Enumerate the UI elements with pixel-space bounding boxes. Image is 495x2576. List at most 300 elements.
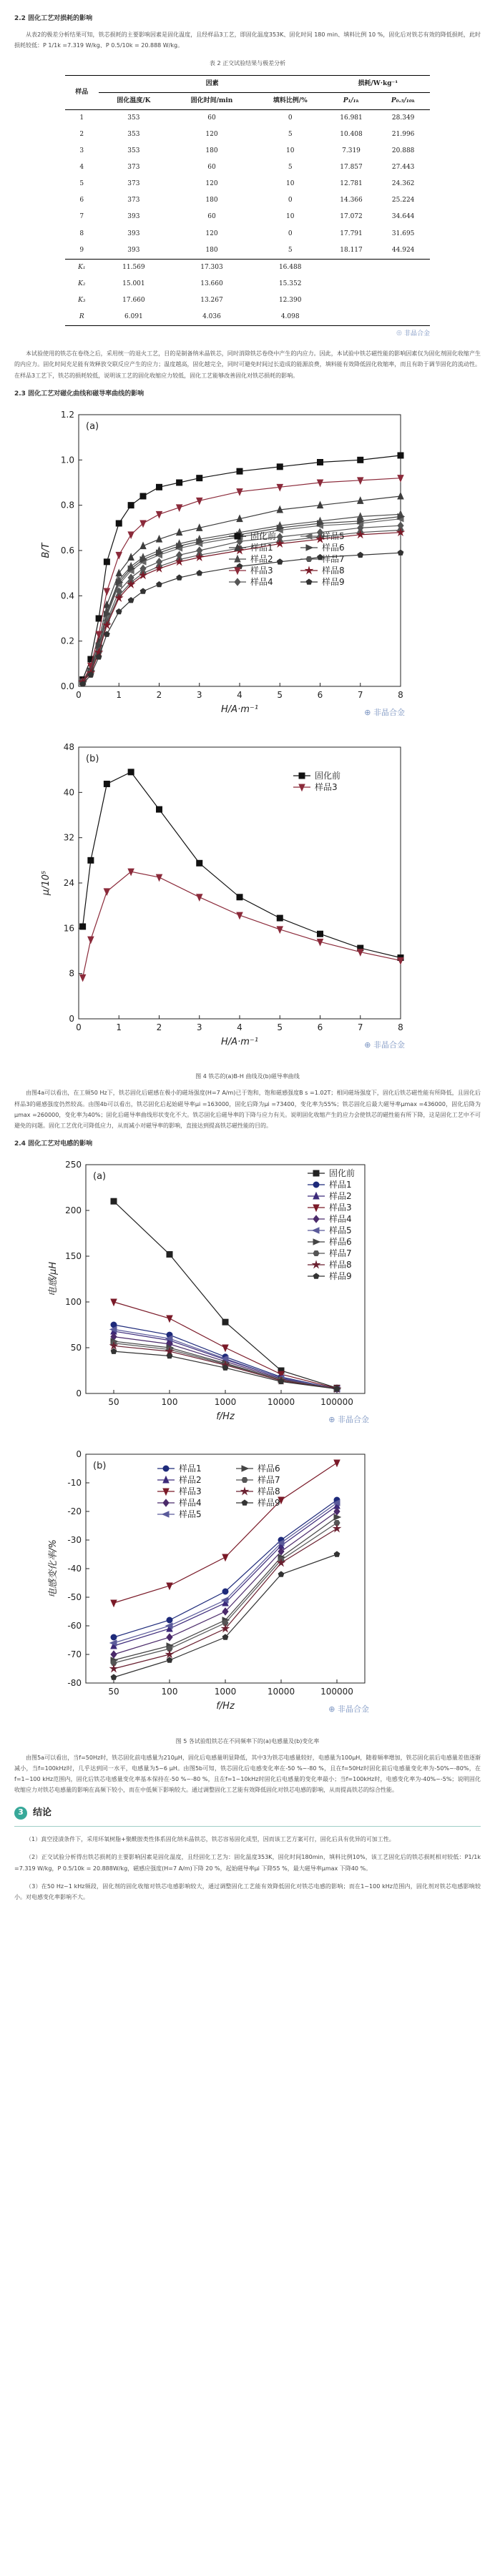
table-row bbox=[65, 209, 430, 225]
legend-item bbox=[229, 565, 273, 576]
marker bbox=[157, 511, 162, 518]
marker bbox=[157, 581, 162, 586]
figure-5a bbox=[14, 1150, 495, 1440]
conclusion-header bbox=[14, 1805, 481, 1822]
table-cell: 373 bbox=[127, 164, 140, 172]
series-line bbox=[83, 772, 401, 958]
table-cell: 0 bbox=[288, 230, 293, 237]
table-cell: 120 bbox=[205, 230, 218, 237]
table-stat-row bbox=[65, 309, 430, 326]
legend-item bbox=[308, 1179, 352, 1190]
table-cell: 16.488 bbox=[278, 263, 302, 271]
marker bbox=[241, 1488, 248, 1494]
marker bbox=[80, 974, 86, 981]
x-tick-label: 6 bbox=[317, 689, 323, 700]
legend-label: 样品3 bbox=[250, 565, 273, 576]
table-cell: 17.303 bbox=[200, 263, 223, 271]
legend-label: 样品4 bbox=[179, 1498, 202, 1509]
y-tick-label: 48 bbox=[63, 742, 74, 752]
marker bbox=[167, 1634, 172, 1641]
table-cell: K₃ bbox=[78, 296, 86, 304]
table-cell: 373 bbox=[127, 197, 140, 204]
legend-item bbox=[308, 1248, 352, 1258]
th-p1: P₁/₁ₖ bbox=[343, 97, 360, 104]
legend-item bbox=[300, 576, 345, 587]
table-cell: 10.408 bbox=[340, 130, 363, 138]
x-tick-label: 0 bbox=[76, 1022, 82, 1032]
legend-label: 样品4 bbox=[329, 1214, 352, 1225]
table-cell: 4 bbox=[79, 164, 84, 172]
table-row bbox=[65, 242, 430, 260]
table-cell: 373 bbox=[127, 180, 140, 188]
table-cell: 25.224 bbox=[391, 197, 415, 204]
legend-item bbox=[300, 553, 345, 564]
table-cell: 393 bbox=[127, 213, 140, 221]
marker bbox=[162, 1511, 169, 1517]
legend-label: 固化前 bbox=[329, 1168, 356, 1179]
legend-label: 样品9 bbox=[329, 1271, 352, 1282]
marker bbox=[313, 1261, 320, 1268]
marker bbox=[237, 468, 242, 474]
table-cell: R bbox=[79, 312, 84, 320]
marker bbox=[128, 769, 134, 775]
table-cell: 44.924 bbox=[391, 246, 415, 254]
y-axis-label: μ/10⁵ bbox=[41, 870, 52, 896]
th-time: 固化时间/min bbox=[190, 97, 233, 104]
panel-label: (a) bbox=[93, 1171, 107, 1183]
marker bbox=[166, 1651, 173, 1657]
table-cell: 3 bbox=[79, 147, 84, 155]
marker bbox=[235, 533, 240, 539]
legend-item bbox=[300, 565, 345, 576]
table-stat-row bbox=[65, 292, 430, 309]
x-tick-label: 7 bbox=[357, 689, 363, 700]
marker bbox=[197, 860, 202, 866]
legend-item bbox=[229, 553, 273, 564]
y-tick-label: 0.4 bbox=[60, 591, 74, 601]
x-tick-label: 5 bbox=[277, 689, 283, 700]
table-cell: 353 bbox=[127, 130, 140, 138]
marker bbox=[398, 453, 403, 458]
legend-label: 样品8 bbox=[322, 565, 345, 576]
marker bbox=[277, 559, 283, 564]
section-title-2-2: 2.2 固化工艺对损耗的影响 bbox=[14, 15, 93, 22]
y-tick-label: -10 bbox=[67, 1478, 82, 1489]
y-tick-label: 40 bbox=[63, 787, 74, 798]
legend-item bbox=[236, 1463, 280, 1474]
table-cell: 5 bbox=[288, 246, 293, 254]
y-tick-label: 32 bbox=[63, 832, 74, 843]
legend-label: 样品7 bbox=[258, 1475, 280, 1486]
table-row bbox=[65, 143, 430, 159]
series-样品8 bbox=[79, 528, 404, 684]
table-cell: 21.996 bbox=[391, 130, 415, 138]
legend bbox=[308, 1168, 355, 1281]
watermark: ⊕ 非晶合金 bbox=[328, 1704, 369, 1714]
marker bbox=[242, 1466, 248, 1471]
marker bbox=[116, 520, 122, 526]
legend-label: 样品5 bbox=[179, 1509, 202, 1520]
figure-5a-svg bbox=[14, 1150, 443, 1436]
legend-label: 样品6 bbox=[322, 542, 345, 553]
watermark: ⊕ 非晶合金 bbox=[364, 707, 405, 717]
marker bbox=[306, 556, 312, 561]
table-row bbox=[65, 127, 430, 143]
table-cell: 60 bbox=[207, 164, 216, 172]
legend-label: 样品3 bbox=[329, 1203, 352, 1213]
table-cell: 0 bbox=[288, 197, 293, 204]
marker bbox=[306, 545, 313, 551]
marker bbox=[398, 550, 403, 555]
legend-label: 样品4 bbox=[250, 576, 273, 587]
marker bbox=[128, 502, 134, 508]
legend-item bbox=[157, 1497, 202, 1508]
table-row bbox=[65, 176, 430, 192]
section-title-2-3: 2.3 固化工艺对磁化曲线和磁导率曲线的影响 bbox=[14, 390, 144, 398]
y-tick-label: -40 bbox=[67, 1564, 82, 1574]
legend-label: 样品3 bbox=[179, 1486, 202, 1497]
y-tick-label: 0.8 bbox=[60, 500, 74, 510]
marker bbox=[111, 1651, 117, 1658]
table-cell: 24.362 bbox=[391, 180, 415, 188]
table-cell: 180 bbox=[205, 197, 218, 204]
x-tick-label: 7 bbox=[357, 1022, 363, 1032]
x-tick-label: 100000 bbox=[320, 1687, 353, 1697]
conclusion-title: 结论 bbox=[33, 1807, 52, 1818]
table-cell: 14.366 bbox=[340, 197, 363, 204]
marker bbox=[140, 542, 146, 548]
legend-label: 样品7 bbox=[329, 1248, 352, 1259]
legend-label: 样品5 bbox=[329, 1225, 352, 1236]
table-cell: 120 bbox=[205, 130, 218, 138]
table-cell: 9 bbox=[79, 246, 84, 254]
x-tick-label: 3 bbox=[196, 689, 202, 700]
x-tick-label: 8 bbox=[398, 1022, 403, 1032]
table-cell: 10 bbox=[285, 147, 295, 155]
table-cell: 4.098 bbox=[280, 312, 300, 320]
legend-item bbox=[293, 781, 338, 792]
th-factors: 因素 bbox=[99, 75, 326, 92]
watermark: ⊕ 非晶合金 bbox=[364, 1040, 405, 1050]
marker bbox=[110, 1665, 117, 1672]
legend bbox=[293, 771, 340, 792]
legend-label: 样品3 bbox=[315, 782, 338, 792]
table-row bbox=[65, 109, 430, 127]
marker bbox=[313, 1182, 319, 1188]
x-tick-label: 3 bbox=[196, 1022, 202, 1032]
divider bbox=[14, 1826, 481, 1827]
table-cell: 5 bbox=[288, 164, 293, 172]
legend-item bbox=[300, 542, 345, 553]
figure-4b-svg bbox=[14, 733, 443, 1062]
table-cell: 60 bbox=[207, 114, 216, 122]
table-cell: 34.644 bbox=[391, 213, 415, 221]
table-cell: 13.660 bbox=[200, 280, 223, 287]
table-cell: 5 bbox=[288, 130, 293, 138]
y-tick-label: 1.0 bbox=[60, 455, 74, 465]
table-cell: 393 bbox=[127, 246, 140, 254]
legend-label: 样品2 bbox=[250, 553, 273, 564]
marker bbox=[398, 493, 403, 499]
marker bbox=[111, 1600, 117, 1607]
legend-item bbox=[308, 1190, 352, 1201]
y-tick-label: 8 bbox=[69, 968, 74, 979]
table-cell: 120 bbox=[205, 180, 218, 188]
x-tick-label: 100 bbox=[161, 1687, 178, 1697]
table-stats bbox=[65, 259, 430, 325]
table-stat-row bbox=[65, 259, 430, 276]
legend-item bbox=[229, 576, 273, 587]
marker bbox=[140, 588, 146, 593]
y-tick-label: 250 bbox=[65, 1160, 82, 1170]
marker bbox=[157, 874, 162, 881]
marker bbox=[140, 493, 146, 499]
table-cell: 18.117 bbox=[340, 246, 363, 254]
marker bbox=[222, 1589, 228, 1594]
series-line bbox=[114, 1500, 337, 1637]
marker bbox=[111, 1674, 117, 1679]
marker bbox=[334, 1514, 340, 1520]
marker bbox=[177, 480, 182, 485]
legend-item bbox=[236, 1497, 280, 1508]
legend-label: 样品6 bbox=[329, 1237, 352, 1248]
series-固化前 bbox=[80, 769, 403, 961]
series-line bbox=[114, 1554, 337, 1677]
marker bbox=[197, 894, 202, 901]
legend-item bbox=[236, 1486, 280, 1496]
x-axis-label: f/Hz bbox=[216, 1411, 235, 1423]
x-tick-label: 4 bbox=[237, 689, 242, 700]
marker bbox=[277, 915, 283, 921]
table-cell: K₁ bbox=[78, 263, 86, 271]
x-tick-label: 1000 bbox=[214, 1687, 237, 1697]
conclusion-p2: （2）正交试验分析得出铁芯损耗的主要影响因素是固化温度，且经固化工艺为：固化温度353K，固化时间180min，填料比例10%，该工艺固化后的铁芯损耗相对较低：P1/1k =7.319 W/kg，P 0.5/10k = 20.888W/kg，磁感应强度(H=7 A/m)下降 20 %，起始磁导率μi 下降55 %，最大磁导率μmax 下降40 %。 bbox=[14, 1854, 481, 1872]
y-axis-label: B/T bbox=[41, 543, 52, 558]
table-cell: 15.001 bbox=[122, 280, 145, 287]
legend-item bbox=[157, 1509, 202, 1519]
table-cell: 180 bbox=[205, 246, 218, 254]
legend-item bbox=[157, 1486, 202, 1496]
y-tick-label: 0.2 bbox=[60, 636, 74, 646]
table-cell: 15.352 bbox=[278, 280, 302, 287]
marker bbox=[313, 1239, 320, 1245]
marker bbox=[334, 1551, 340, 1556]
y-tick-label: 16 bbox=[63, 923, 74, 934]
legend-item bbox=[308, 1236, 352, 1247]
marker bbox=[157, 806, 162, 812]
legend-label: 样品8 bbox=[258, 1486, 280, 1497]
conclusion-p3: （3）在50 Hz~1 kHz频段，固化剂的固化收缩对铁芯电感影响较大，通过调整固化工艺能有效降低固化对铁芯电感的影响；而在1~100 kHz范围内，固化剂对铁芯电感影响较小。对电感变化率影响不大。 bbox=[14, 1882, 481, 1900]
table-cell: K₂ bbox=[78, 280, 86, 287]
watermark: ⊕ 非晶合金 bbox=[328, 1415, 369, 1425]
table-cell: 10 bbox=[285, 180, 295, 188]
table-cell: 353 bbox=[127, 147, 140, 155]
legend-item bbox=[308, 1259, 352, 1270]
marker bbox=[111, 1348, 117, 1353]
conclusion-p1: （1）真空浸渍条件下，采用环氧树脂+聚酰胺类性体系固化纳米晶铁芯，铁芯容易固化成型，因而该工艺方案可行，固化后具有优异的可加工性。 bbox=[26, 1836, 395, 1843]
marker bbox=[128, 553, 134, 560]
marker bbox=[313, 1251, 319, 1256]
table-cell: 60 bbox=[207, 213, 216, 221]
marker bbox=[96, 616, 102, 621]
legend-item bbox=[300, 531, 345, 541]
table-cell: 2 bbox=[79, 130, 84, 138]
marker bbox=[88, 937, 94, 943]
table-cell: 5 bbox=[79, 180, 84, 188]
y-tick-label: 200 bbox=[65, 1205, 82, 1216]
x-tick-label: 8 bbox=[398, 689, 403, 700]
plot-frame bbox=[79, 747, 401, 1019]
y-tick-label: 0 bbox=[69, 1014, 74, 1024]
paragraph-after-table: 本试验使用的铁芯在卷绕之后，采用统一的退火工艺，目的是制备纳米晶铁芯，同时消除铁芯卷绕中产生的内应力。因此，本试验中铁芯磁性能的影响因素仅为固化剂固化收缩产生的内应力。固化时间充足能有效释放交联反应产生的应力；温度越高，固化越完全，同时可避免时间过长造成的能源浪费，填料能有效降低固化收缩率，而且有助于调节固化的流动性。在样品3工艺下，铁芯的损耗较低，说明该工艺的固化收缩应力较低，固化工艺能够改善固化对铁芯损耗的影响。 bbox=[14, 350, 481, 379]
panel-label: (a) bbox=[86, 420, 99, 432]
table-2 bbox=[65, 75, 430, 340]
table-cell: 17.857 bbox=[340, 164, 363, 172]
legend-label: 固化前 bbox=[315, 771, 341, 781]
figure-4a bbox=[14, 400, 495, 733]
legend bbox=[229, 531, 345, 587]
table-cell: 393 bbox=[127, 230, 140, 237]
marker bbox=[140, 520, 146, 527]
marker bbox=[313, 1215, 319, 1223]
marker bbox=[116, 552, 122, 558]
figure-4-caption: 图 4 铁芯的(a)B-H 曲线及(b)磁导率曲线 bbox=[195, 1073, 300, 1080]
table-cell: 31.695 bbox=[391, 230, 415, 237]
y-tick-label: 24 bbox=[63, 878, 74, 888]
marker bbox=[167, 1657, 172, 1662]
table-cell: 6.091 bbox=[124, 312, 143, 320]
marker bbox=[197, 570, 202, 575]
table-cell: 12.390 bbox=[278, 296, 302, 304]
marker bbox=[237, 894, 242, 900]
table-2-caption: 表 2 正交试验结果与极差分析 bbox=[209, 60, 286, 67]
marker bbox=[299, 773, 305, 779]
marker bbox=[177, 575, 182, 580]
y-tick-label: 0 bbox=[76, 1388, 82, 1399]
marker bbox=[128, 597, 134, 602]
y-tick-label: -50 bbox=[67, 1592, 82, 1603]
marker bbox=[167, 1316, 172, 1322]
legend-item bbox=[308, 1168, 355, 1178]
x-tick-label: 1 bbox=[116, 689, 122, 700]
marker bbox=[235, 578, 240, 586]
legend-item bbox=[308, 1225, 352, 1235]
y-tick-label: 0.6 bbox=[60, 545, 74, 556]
paragraph-2-4: 由图5a可以看出，当f=50Hz时，铁芯固化前电感量为210μH，固化后电感量明显降低，其中3为铁芯电感量较好，电感量为100μH，随着频率增加，铁芯固化前后电感量差值逐渐减小，当f=100kHz时，几乎达到同一水平，电感量为5~6 μH。由图5b可知，铁芯固化后电感变化率在-50 %~-80 %，且在f=50Hz时固化前后电感量变化率为-50%~-80%，在f=1~100 kHz范围内，固化后铁芯电感量变化率基本保持在-50 %~-80 %，且在f=1~10kHz时固化后电感量的变化率最小；当f=100kHz时，电感变化率为-40%~-5%；说明固化收缩应力对铁芯电感量的影响在高频下较小，而在中低频下影响较大。通过调整固化工艺能有效降低固化对铁芯电感的影响，从而提高铁芯的综合性能。 bbox=[14, 1754, 481, 1794]
marker bbox=[104, 781, 109, 786]
marker bbox=[222, 1554, 228, 1561]
x-tick-label: 10000 bbox=[267, 1687, 295, 1697]
legend-label: 样品8 bbox=[329, 1260, 352, 1270]
x-tick-label: 5 bbox=[277, 1022, 283, 1032]
x-tick-label: 100 bbox=[161, 1397, 178, 1408]
x-tick-label: 1000 bbox=[214, 1397, 237, 1408]
paragraph-2-3: 由图4a可以看出，在工频50 Hz下，铁芯固化后磁感在极小的磁场强度(H=7 A/m)已于饱和，饱和磁感强度B s =1.02T；相同磁场强度下，固化后铁芯磁性能有所降低，且固化后样品3的磁感强度仍然较高。由图4b可以看出，铁芯固化后起始磁导率μi =163000，固化后降为μi =73400，变化率为55%；铁芯固化后最大磁导率μmax =436000，固化后降为μmax =260000，变化率为40%；固化后磁导率曲线形状变化不大。铁芯固化后磁导率的下降与应力有关。说明固化收缩产生的应力会使铁芯的磁性能有所下降，这是固化工艺中不可避免的问题。固化工艺优化可降低应力，从而减小对磁导率的影响，直接达到提高铁芯磁性能的目的。 bbox=[14, 1090, 481, 1129]
legend bbox=[157, 1463, 280, 1519]
table-cell: 353 bbox=[127, 114, 140, 122]
legend-item bbox=[236, 1474, 280, 1485]
marker bbox=[222, 1319, 228, 1325]
table-cell: 12.781 bbox=[340, 180, 363, 188]
legend-item bbox=[157, 1474, 202, 1485]
legend-item bbox=[157, 1463, 202, 1474]
marker bbox=[318, 459, 323, 465]
marker bbox=[88, 857, 94, 863]
table-cell: 1 bbox=[79, 114, 84, 122]
y-tick-label: 0.0 bbox=[60, 681, 74, 691]
marker bbox=[277, 464, 283, 470]
table-cell: 27.443 bbox=[391, 164, 415, 172]
plot-frame bbox=[86, 1454, 365, 1683]
table-stat-row bbox=[65, 276, 430, 292]
table-cell: 7 bbox=[79, 213, 84, 221]
x-tick-label: 50 bbox=[108, 1397, 119, 1408]
marker bbox=[157, 484, 162, 490]
marker bbox=[104, 559, 109, 565]
marker bbox=[197, 475, 202, 480]
paragraph-2-2: 从表2的极差分析结果可知，铁芯损耗的主要影响因素是固化温度，且经样品3工艺，即固化温度353K、固化时间 180 min、填料比例 10 %，固化后对铁芯有效的降低损耗，此时损耗较低：P 1/1k =7.319 W/kg、P 0.5/10k = 20.888 W/kg。 bbox=[14, 31, 481, 49]
marker bbox=[111, 1198, 117, 1204]
table-cell: 11.569 bbox=[122, 263, 145, 271]
marker bbox=[104, 889, 109, 895]
x-axis-label: f/Hz bbox=[216, 1701, 235, 1712]
marker bbox=[163, 1499, 169, 1506]
marker bbox=[80, 924, 86, 929]
panel-label: (b) bbox=[93, 1461, 107, 1472]
table-row bbox=[65, 226, 430, 242]
legend-label: 样品9 bbox=[258, 1498, 280, 1509]
marker bbox=[111, 1634, 117, 1640]
series-line bbox=[114, 1463, 337, 1603]
table-cell: 4.036 bbox=[202, 312, 221, 320]
panel-label: (b) bbox=[86, 754, 99, 764]
table-body bbox=[65, 109, 430, 259]
legend-label: 样品7 bbox=[322, 553, 345, 564]
figure-4b bbox=[14, 733, 495, 1065]
section-number-badge: 3 bbox=[14, 1807, 27, 1820]
x-tick-label: 0 bbox=[76, 689, 82, 700]
legend-label: 样品1 bbox=[179, 1464, 202, 1474]
th-ratio: 填料比例/% bbox=[273, 97, 308, 104]
legend-label: 固化前 bbox=[250, 531, 277, 541]
marker bbox=[242, 1478, 248, 1483]
marker bbox=[306, 579, 312, 584]
figure-5b bbox=[14, 1440, 495, 1729]
table-cell: 20.888 bbox=[391, 147, 415, 155]
marker bbox=[278, 1571, 284, 1576]
table-cell: 7.319 bbox=[342, 147, 361, 155]
legend-label: 样品1 bbox=[329, 1180, 352, 1190]
marker bbox=[167, 1252, 172, 1258]
x-tick-label: 100000 bbox=[320, 1397, 353, 1408]
y-tick-label: -20 bbox=[67, 1506, 82, 1517]
table-cell: 0 bbox=[288, 114, 293, 122]
table-cell: 17.660 bbox=[122, 296, 145, 304]
section-title-2-4: 2.4 固化工艺对电感的影响 bbox=[14, 1140, 93, 1148]
x-tick-label: 2 bbox=[156, 1022, 162, 1032]
marker bbox=[305, 567, 313, 573]
table-cell: 6 bbox=[79, 197, 84, 204]
marker bbox=[313, 1228, 319, 1233]
legend-item bbox=[308, 1202, 352, 1213]
legend-label: 样品2 bbox=[329, 1191, 352, 1202]
y-tick-label: 100 bbox=[65, 1297, 82, 1308]
y-tick-label: -70 bbox=[67, 1649, 82, 1660]
table-watermark: ⊕ 非晶合金 bbox=[396, 330, 430, 337]
table-cell: 180 bbox=[205, 147, 218, 155]
marker bbox=[242, 1500, 248, 1505]
table-cell: 10 bbox=[285, 213, 295, 221]
